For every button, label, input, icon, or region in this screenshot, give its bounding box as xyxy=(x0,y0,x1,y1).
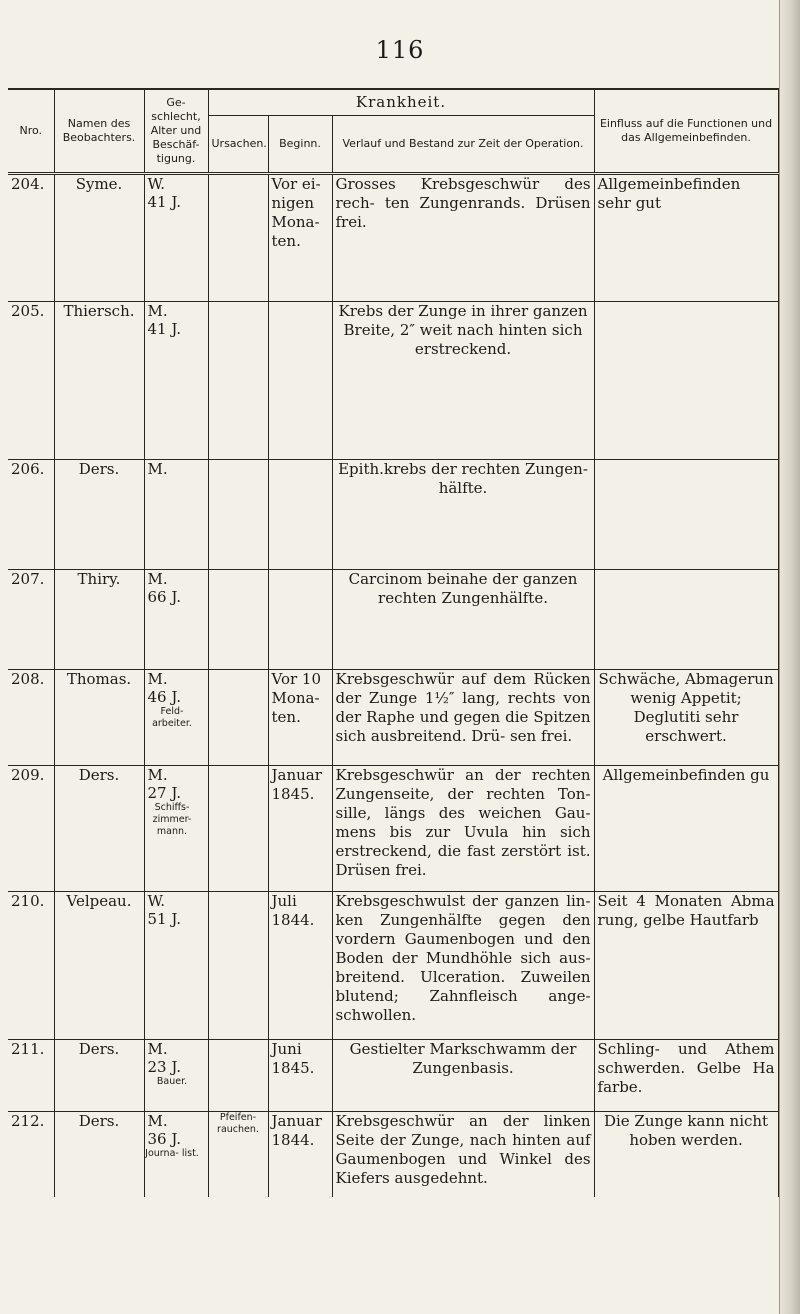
table-row xyxy=(8,669,778,765)
row-number: 207. xyxy=(8,569,54,669)
sex: M. xyxy=(147,301,168,320)
general-effect: Schwäche, Abmagerun wenig Appetit; Deglutiti sehr erschwert. xyxy=(594,669,778,765)
age: 41 J. xyxy=(147,319,181,338)
sex: W. xyxy=(147,174,166,193)
onset xyxy=(268,301,332,459)
row-number: 206. xyxy=(8,459,54,569)
onset: Juni 1845. xyxy=(268,1039,332,1111)
row-number: 212. xyxy=(8,1111,54,1197)
general-effect xyxy=(594,569,778,669)
observer-name: Ders. xyxy=(54,459,144,569)
cause: Pfeifen- rauchen. xyxy=(208,1111,268,1197)
cause xyxy=(208,765,268,891)
occupation: Bauer. xyxy=(156,1075,188,1087)
onset xyxy=(268,569,332,669)
general-effect: Die Zunge kann nicht hoben werden. xyxy=(594,1111,778,1197)
age: 27 J. xyxy=(147,783,181,802)
age: 66 J. xyxy=(147,587,181,606)
row-number: 205. xyxy=(8,301,54,459)
onset: Vor 10 Mona- ten. xyxy=(268,669,332,765)
onset: Januar 1844. xyxy=(268,1111,332,1197)
age: 36 J. xyxy=(147,1129,181,1148)
disease-course: Krebs der Zunge in ihrer ganzen Breite, 2″ weit nach hinten sich erstreckend. xyxy=(332,301,594,459)
header-namen: Namen des Beobachters. xyxy=(54,89,144,173)
case-table xyxy=(8,88,779,1197)
sex: M. xyxy=(147,1039,168,1058)
cause xyxy=(208,669,268,765)
sex: M. xyxy=(147,459,168,478)
onset: Juli 1844. xyxy=(268,891,332,1039)
cause xyxy=(208,173,268,301)
disease-course: Epith.krebs der rechten Zungen- hälfte. xyxy=(332,459,594,569)
table-row xyxy=(8,1111,778,1197)
table-row xyxy=(8,459,778,569)
table-row xyxy=(8,173,778,301)
observer-name: Thiry. xyxy=(54,569,144,669)
general-effect xyxy=(594,459,778,569)
cause xyxy=(208,459,268,569)
cause xyxy=(208,891,268,1039)
header-einfluss: Einfluss auf die Functionen und das Allgemeinbefinden. xyxy=(594,89,778,173)
row-number: 208. xyxy=(8,669,54,765)
header-ursachen: Ursachen. xyxy=(208,115,268,173)
occupation: Journa- list. xyxy=(145,1147,199,1159)
sex: M. xyxy=(147,669,168,688)
observer-name: Ders. xyxy=(54,765,144,891)
sex: W. xyxy=(147,891,166,910)
disease-course: Gestielter Markschwamm der Zungenbasis. xyxy=(332,1039,594,1111)
table-row xyxy=(8,569,778,669)
header-beginn: Beginn. xyxy=(268,115,332,173)
row-number: 211. xyxy=(8,1039,54,1111)
observer-name: Thiersch. xyxy=(54,301,144,459)
onset: Januar 1845. xyxy=(268,765,332,891)
header-verlauf: Verlauf und Bestand zur Zeit der Operation. xyxy=(332,115,594,173)
sex: M. xyxy=(147,1111,168,1130)
table-row xyxy=(8,301,778,459)
age: 23 J. xyxy=(147,1057,181,1076)
cause xyxy=(208,569,268,669)
page-number: 116 xyxy=(375,36,425,64)
row-number: 204. xyxy=(8,173,54,301)
observer-name: Ders. xyxy=(54,1039,144,1111)
disease-course: Krebsgeschwür auf dem Rücken der Zunge 1½″ lang, rechts von der Raphe und gegen die Spitzen sich ausbreitend. Drü- sen frei. xyxy=(332,669,594,765)
adjacent-page-edge xyxy=(779,0,800,1314)
header-geschlecht: Ge- schlecht, Alter und Beschäf- tigung. xyxy=(144,89,208,173)
header-krankheit: Krankheit. xyxy=(208,89,594,115)
observer-name: Syme. xyxy=(54,173,144,301)
disease-course: Krebsgeschwür an der rechten Zungenseite, der rechten Ton- sille, längs des weichen Gau- mens bis zur Uvula hin sich erstreckend, die fast zerstört ist. Drüsen frei. xyxy=(332,765,594,891)
observer-name: Velpeau. xyxy=(54,891,144,1039)
row-number: 210. xyxy=(8,891,54,1039)
general-effect: Allgemeinbefinden gu xyxy=(594,765,778,891)
age: 41 J. xyxy=(147,192,181,211)
cause xyxy=(208,301,268,459)
row-number: 209. xyxy=(8,765,54,891)
observer-name: Ders. xyxy=(54,1111,144,1197)
general-effect: Schling- und Athem schwerden. Gelbe Ha farbe. xyxy=(594,1039,778,1111)
sex: M. xyxy=(147,765,168,784)
age: 46 J. xyxy=(147,687,181,706)
general-effect: Allgemeinbefinden sehr gut xyxy=(594,173,778,301)
age: 51 J. xyxy=(147,909,181,928)
table-row xyxy=(8,765,778,891)
disease-course: Carcinom beinahe der ganzen rechten Zungenhälfte. xyxy=(332,569,594,669)
cause xyxy=(208,1039,268,1111)
onset: Vor ei- nigen Mona- ten. xyxy=(268,173,332,301)
occupation: Feld- arbeiter. xyxy=(152,705,192,729)
general-effect xyxy=(594,301,778,459)
disease-course: Krebsgeschwulst der ganzen lin- ken Zungenhälfte gegen den vordern Gaumenbogen und den Boden der Mundhöhle sich aus- breitend. Ulceration. Zuweilen blutend; Zahnfleisch ange- schwollen. xyxy=(332,891,594,1039)
disease-course: Krebsgeschwür an der linken Seite der Zunge, nach hinten auf Gaumenbogen und Winkel des Kiefers ausgedehnt. xyxy=(332,1111,594,1197)
general-effect: Seit 4 Monaten Abma rung, gelbe Hautfarb xyxy=(594,891,778,1039)
table-row xyxy=(8,891,778,1039)
sex: M. xyxy=(147,569,168,588)
disease-course: Grosses Krebsgeschwür des rech- ten Zungenrands. Drüsen frei. xyxy=(332,173,594,301)
table-row xyxy=(8,1039,778,1111)
onset xyxy=(268,459,332,569)
observer-name: Thomas. xyxy=(54,669,144,765)
header-nro: Nro. xyxy=(8,89,54,173)
occupation: Schiffs- zimmer- mann. xyxy=(152,801,192,837)
